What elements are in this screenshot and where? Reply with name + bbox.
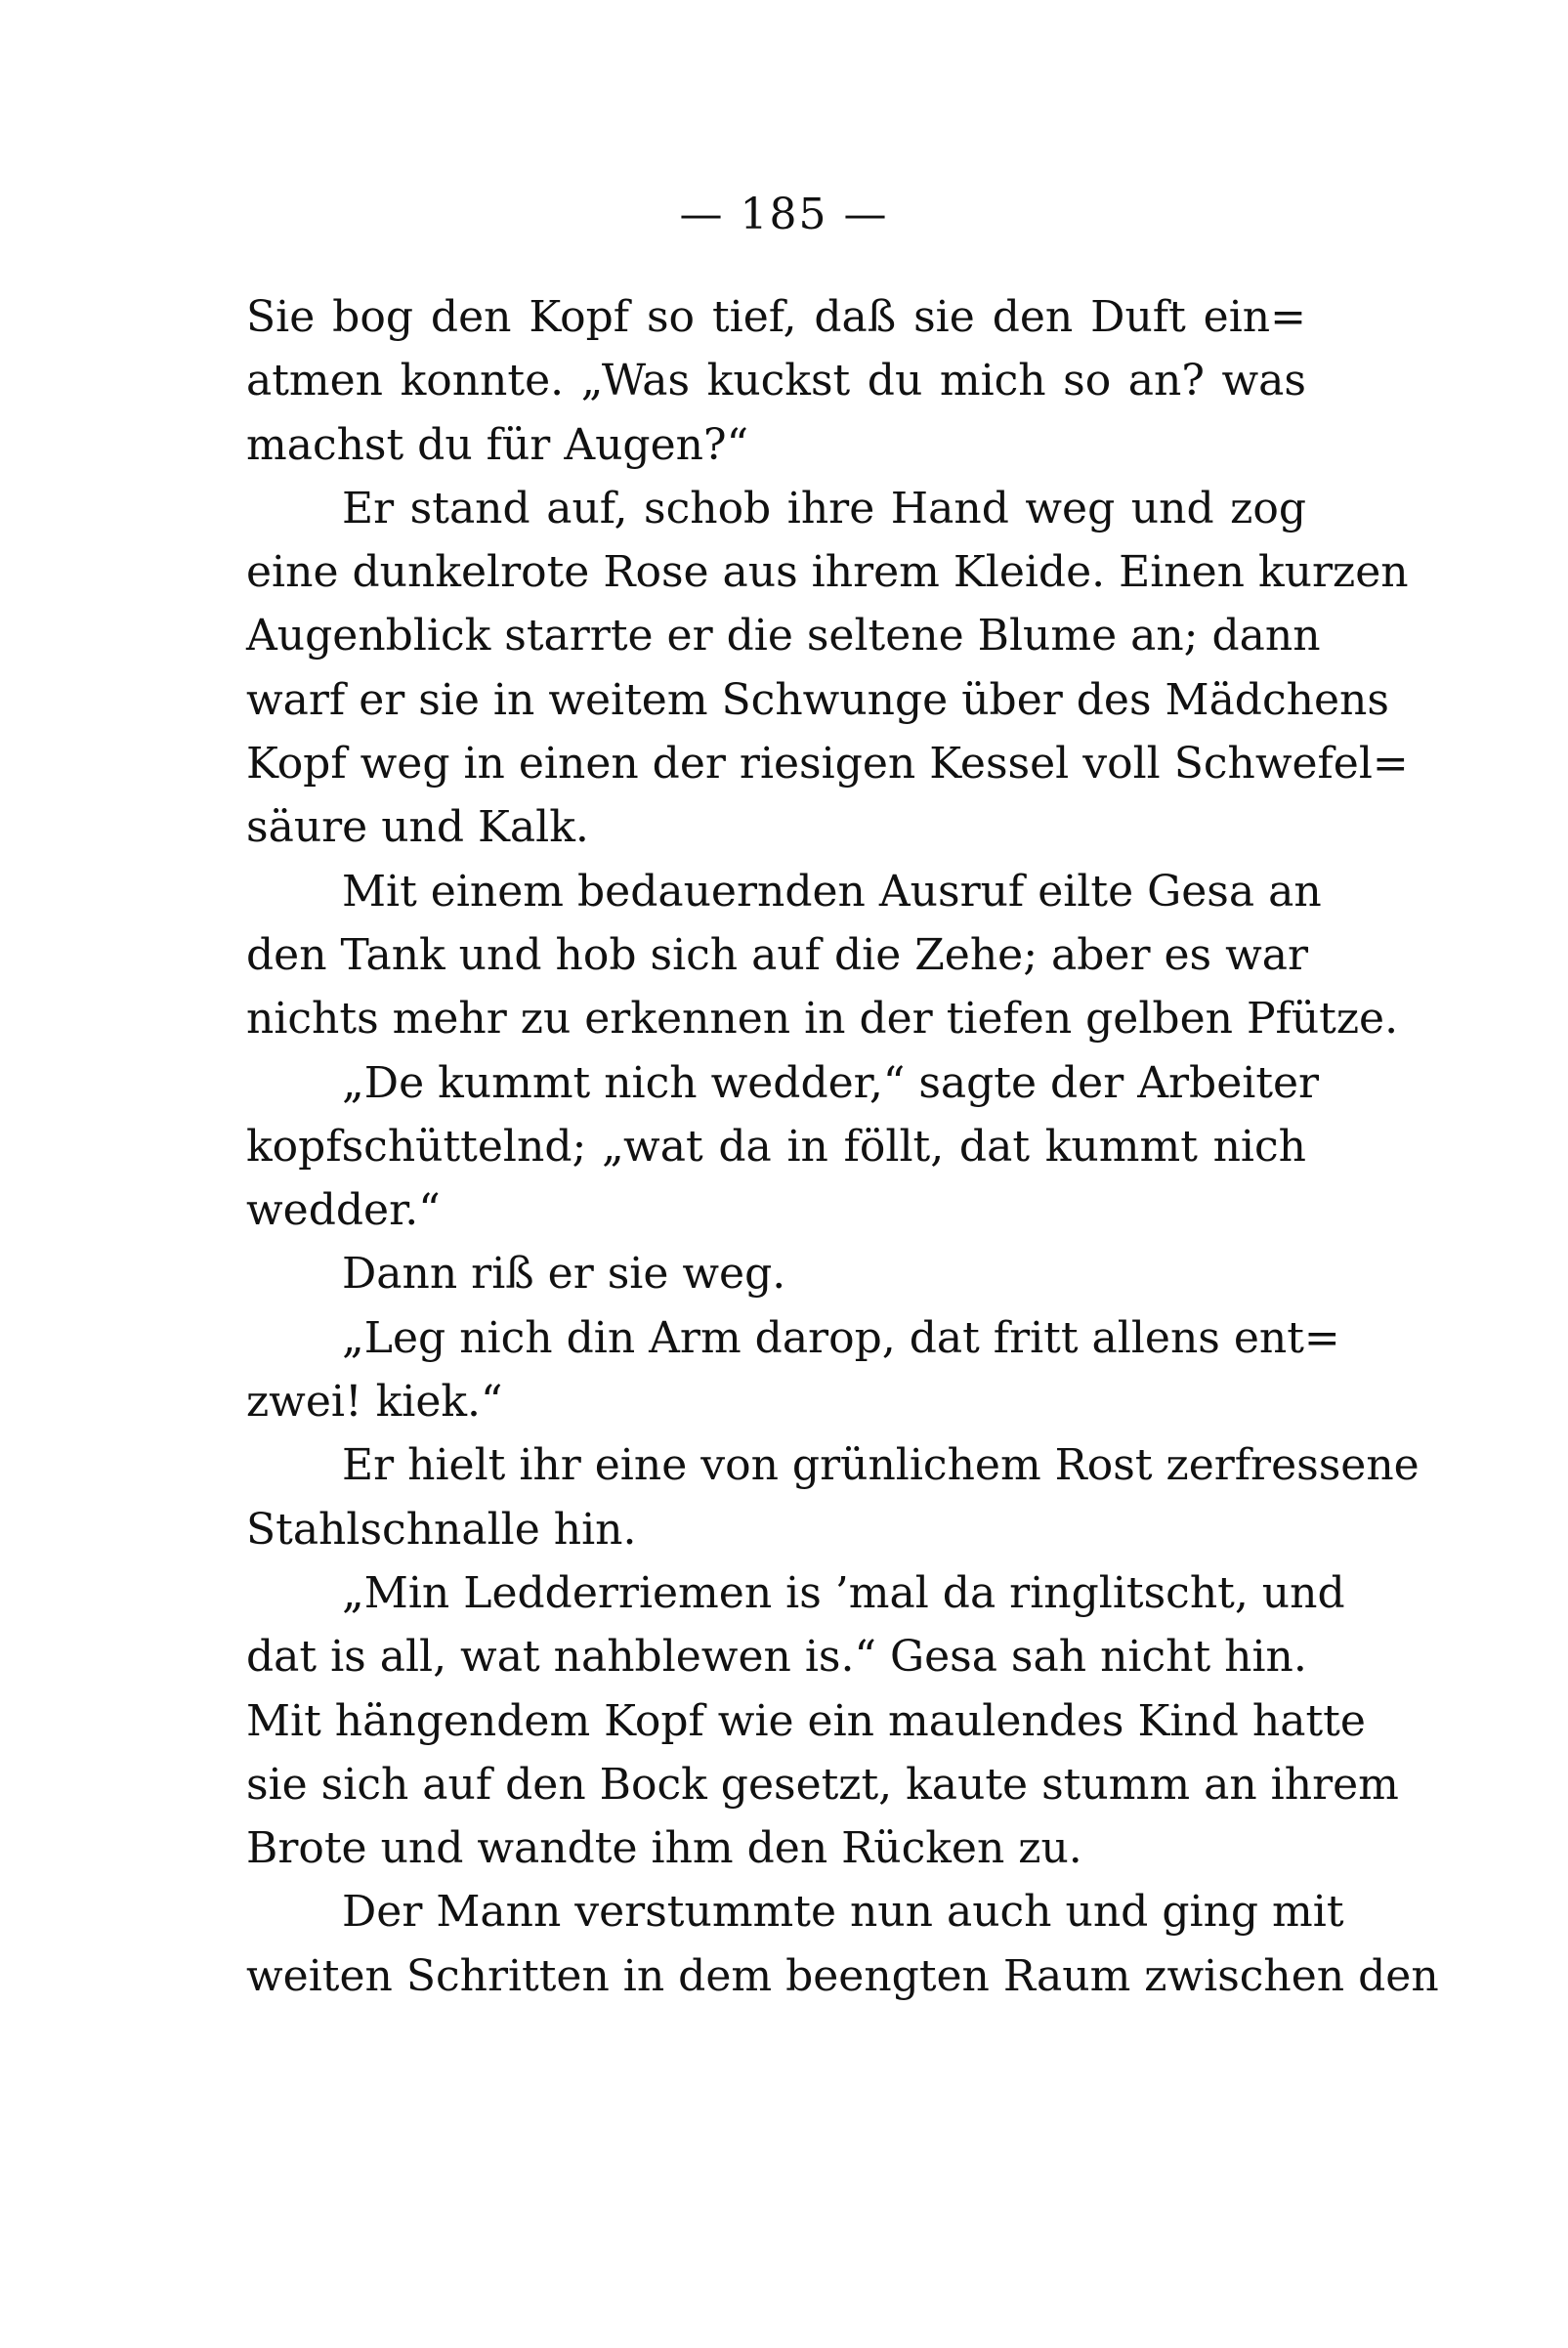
text-line: warf er sie in weitem Schwunge über des Mädchens — [246, 674, 1389, 725]
text-line: sie sich auf den Bock gesetzt, kaute stumm an ihrem — [246, 1759, 1399, 1810]
page-number: — 185 — — [679, 190, 889, 239]
text-line: dat is all, wat nahblewen is.“ Gesa sah nicht hin. — [246, 1632, 1307, 1683]
text-line: zwei! kiek.“ — [246, 1377, 503, 1428]
text-line: säure und Kalk. — [246, 802, 589, 853]
text-line: „Leg nich din Arm darop, dat fritt allens ent= — [342, 1312, 1340, 1363]
text-line: Er hielt ihr eine von grünlichem Rost zerfressene — [342, 1440, 1420, 1491]
text-line: machst du für Augen?“ — [246, 419, 749, 470]
text-line: Kopf weg in einen der riesigen Kessel voll Schwefel= — [246, 739, 1409, 790]
text-line: Mit einem bedauernden Ausruf eilte Gesa an — [342, 866, 1322, 917]
text-line: Brote und wandte ihm den Rücken zu. — [246, 1823, 1082, 1874]
text-line: atmen konnte. „Was kuckst du mich so an? was — [246, 356, 1306, 406]
text-line: eine dunkelrote Rose aus ihrem Kleide. Einen kurzen — [246, 547, 1409, 598]
text-line: weiten Schritten in dem beengten Raum zwischen den — [246, 1950, 1439, 2001]
text-line: kopfschüttelnd; „wat da in föllt, dat kummt nich — [246, 1121, 1306, 1172]
text-line: Der Mann verstummte nun auch und ging mit — [342, 1887, 1344, 1938]
text-line: Sie bog den Kopf so tief, daß sie den Duft ein= — [246, 292, 1306, 342]
text-line: Stahlschnalle hin. — [246, 1504, 637, 1555]
text-line: wedder.“ — [246, 1185, 441, 1236]
text-line: „De kummt nich wedder,“ sagte der Arbeiter — [342, 1057, 1320, 1108]
text-line: Er stand auf, schob ihre Hand weg und zog — [342, 483, 1306, 534]
text-line: den Tank und hob sich auf die Zehe; aber es war — [246, 929, 1309, 980]
body-text — [246, 285, 1439, 2008]
text-line: Augenblick starrte er die seltene Blume an; dann — [246, 611, 1321, 662]
text-line: „Min Ledderriemen is ’mal da ringlitscht, und — [342, 1567, 1345, 1618]
text-line: Mit hängendem Kopf wie ein maulendes Kind hatte — [246, 1695, 1366, 1746]
text-line: nichts mehr zu erkennen in der tiefen gelben Pfütze. — [246, 994, 1399, 1045]
text-line: Dann riß er sie weg. — [342, 1249, 786, 1300]
